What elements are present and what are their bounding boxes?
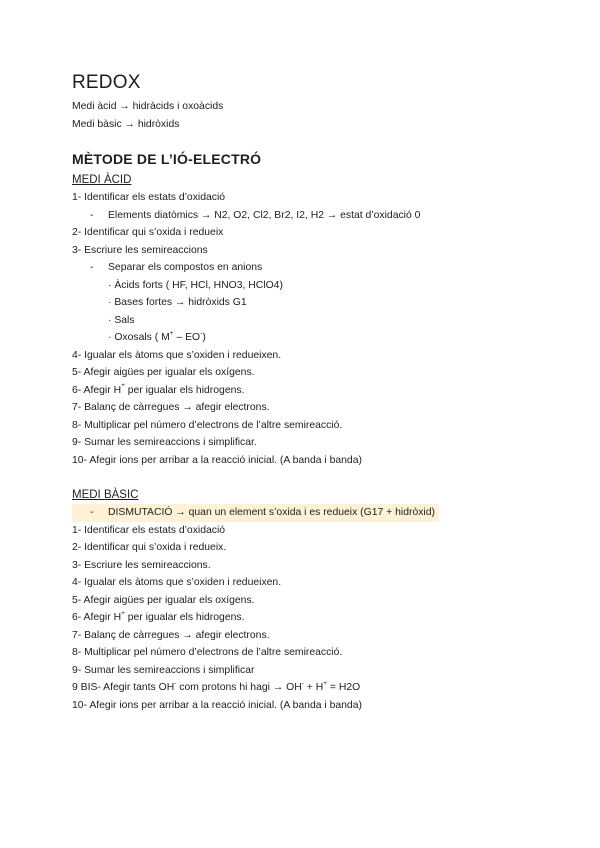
basic-step-10: 10- Afegir ions per arribar a la reacció inicial. (A banda i banda) xyxy=(72,699,362,711)
acid-step-6-sup: + xyxy=(121,382,125,390)
basic-step-6-text-b: per igualar els hidrogens. xyxy=(124,612,245,623)
step-9bis-text-c: + H xyxy=(303,682,324,693)
acid-step-6 xyxy=(72,382,532,400)
oxosalts-text-a: · Oxosals ( M xyxy=(108,332,170,343)
basic-step-3: 3- Escriure les semireaccions. xyxy=(72,559,211,571)
acid-item-salts: · Sals xyxy=(108,314,135,326)
acid-step-6-text-a: 6- Afegir H xyxy=(72,384,122,396)
basic-step-6-sup: + xyxy=(121,609,125,617)
basic-step-6-text-a: 6- Afegir H xyxy=(72,612,122,623)
acid-item-oxosalts xyxy=(72,329,532,347)
basic-dismutation xyxy=(72,504,532,522)
step-9bis-sup-3: + xyxy=(323,679,328,687)
intro-line-acid: Medi àcid → hidràcids i oxoàcids xyxy=(72,101,224,112)
basic-step-6 xyxy=(72,609,532,627)
basic-step-1: 1- Identificar els estats d’oxidació xyxy=(72,524,226,536)
basic-step-8: 8- Multiplicar pel número d’electrons de l’altre semireacció. xyxy=(72,647,343,658)
highlight-block xyxy=(72,504,439,522)
basic-step-2: 2- Identificar qui s’oxida i redueix. xyxy=(72,542,227,553)
step-9bis-sup-1: - xyxy=(174,679,177,687)
acid-step-1-sub-text: Elements diatòmics → N2, O2, Cl2, Br2, I2, H2 → estat d’oxidació 0 xyxy=(108,209,421,221)
acid-step-9: 9- Sumar les semireaccions i simplificar. xyxy=(72,437,257,448)
acid-step-10: 10- Afegir ions per arribar a la reacció inicial. (A banda i banda) xyxy=(72,454,362,466)
step-9bis-text-a: 9 BIS- Afegir tants OH xyxy=(72,682,175,693)
basic-step-9: 9- Sumar les semireaccions i simplificar xyxy=(72,664,255,676)
basic-step-7: 7- Balanç de càrregues → afegir electrons. xyxy=(72,629,270,641)
acid-step-1: 1- Identificar els estats d’oxidació xyxy=(72,192,226,203)
acid-step-6-text-b: per igualar els hidrogens. xyxy=(124,384,245,396)
section-gap xyxy=(72,469,532,486)
step-9bis-text-d: = H2O xyxy=(327,682,361,693)
acid-step-1-sub xyxy=(72,207,532,225)
acid-step-4: 4- Igualar els àtoms que s’oxiden i redueixen. xyxy=(72,349,282,361)
acid-step-5: 5- Afegir aigües per igualar els oxígens. xyxy=(72,367,255,378)
acid-step-3-sub-text: Separar els compostos en anions xyxy=(108,262,263,273)
basic-step-4: 4- Igualar els àtoms que s’oxiden i redueixen. xyxy=(72,577,282,588)
intro-line-basic: Medi bàsic → hidròxids xyxy=(72,118,180,130)
acid-step-8: 8- Multiplicar pel número d’electrons de l’altre semireacció. xyxy=(72,419,343,431)
acid-step-2: 2- Identificar qui s’oxida i redueix xyxy=(72,227,224,238)
acid-step-7: 7- Balanç de càrregues → afegir electrons. xyxy=(72,402,270,413)
acid-item-strong-acids: · Àcids forts ( HF, HCl, HNO3, HClO4) xyxy=(108,279,283,291)
basic-step-5: 5- Afegir aigües per igualar els oxígens. xyxy=(72,594,255,606)
oxosalts-text-c: ) xyxy=(202,332,206,343)
acid-item-strong-bases: · Bases fortes → hidròxids G1 xyxy=(108,297,247,308)
document-page xyxy=(72,72,532,714)
oxosalts-text-b: – EO xyxy=(173,332,201,343)
dash-bullet: - xyxy=(90,209,94,221)
step-9bis-text-b: com protons hi hagi → OH xyxy=(176,682,302,693)
page-title: REDOX xyxy=(72,72,141,93)
basic-heading: MEDI BÀSIC xyxy=(72,489,139,501)
oxosalts-sup-minus: - xyxy=(200,329,203,337)
basic-dismutation-text: DISMUTACIÓ → quan un element s’oxida i es redueix (G17 + hidròxid) xyxy=(108,507,435,518)
oxosalts-sup-plus: + xyxy=(169,329,174,337)
acid-heading: MEDI ÀCID xyxy=(72,174,132,186)
section-heading: MÈTODE DE L’IÓ-ELECTRÓ xyxy=(72,151,262,167)
step-9bis-sup-2: - xyxy=(301,679,304,687)
acid-step-3: 3- Escriure les semireaccions xyxy=(72,244,208,256)
acid-step-3-sub xyxy=(72,259,532,277)
basic-step-9-bis xyxy=(72,679,532,697)
dash-bullet: - xyxy=(90,507,94,518)
dash-bullet: - xyxy=(90,262,94,273)
